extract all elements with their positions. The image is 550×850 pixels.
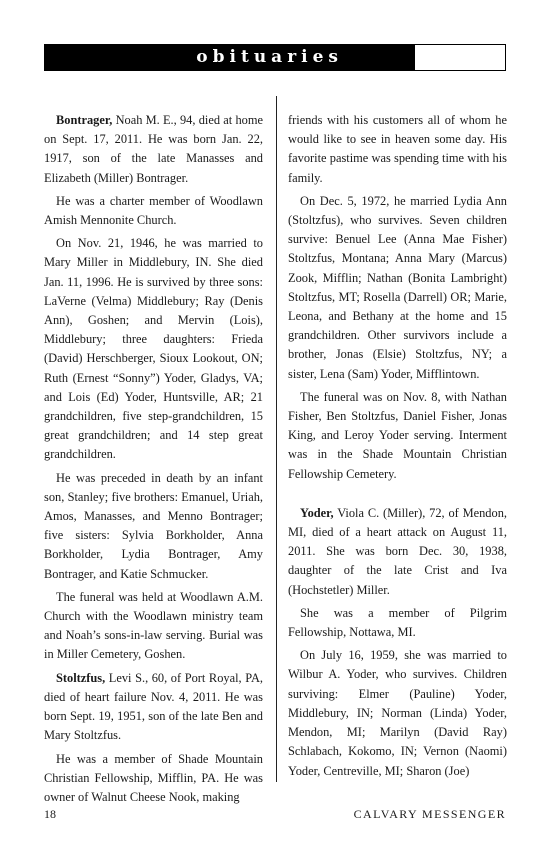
obituary-paragraph: The funeral was held at Woodlawn A.M. Church with the Woodlawn ministry team and Noah’s sons-in-law serving. Burial was in Miller Cemetery, Goshen. — [44, 589, 263, 662]
section-title: obituaries — [45, 45, 415, 70]
obituary-name: Yoder, — [300, 505, 334, 520]
obituary-stoltzfus-intro — [44, 669, 263, 746]
publication-name: CALVARY MESSENGER — [353, 807, 506, 821]
obituary-bontrager-intro — [44, 111, 263, 188]
obituary-text: Noah M. E., 94, died at home on Sept. 17, 2011. He was born Jan. 22, 1917, son of the late Manasses and Elizabeth (Miller) Bontrager. — [44, 113, 263, 185]
obituary-paragraph: On Nov. 21, 1946, he was married to Mary Miller in Middlebury, IN. She died Jan. 11, 1996. He is survived by three sons: LaVerne (Velma) Middlebury; Ray (Denis Ann), Goshen; and Mervin (Lois), Middlebury; three daughters: Frieda (David) Herschberger, Sioux Lookout, ON; Ruth (Ernest “Sonny”) Yoder, Gladys, VA; and Lois (Ed) Yoder, Huntsville, AR; 21 grandchildren, five step-grandchildren, 15 great grandchildren; and 14 step great grandchildren. — [44, 236, 263, 462]
obituary-yoder-intro — [288, 504, 507, 600]
column-divider — [276, 96, 277, 782]
obituary-paragraph: friends with his customers all of whom he would like to see in heaven some day. His favorite pastime was spending time with his family. — [288, 113, 507, 185]
obituary-paragraph: He was a charter member of Woodlawn Amish Mennonite Church. — [44, 193, 263, 228]
obituary-paragraph: The funeral was on Nov. 8, with Nathan Fisher, Ben Stoltzfus, Daniel Fisher, Jonas King, and Leroy Yoder serving. Interment was in the Shade Mountain Christian Fellowship Cemetery. — [288, 389, 507, 481]
obituary-paragraph: He was preceded in death by an infant son, Stanley; five brothers: Emanuel, Uriah, Amos, Manasses, and Menno Bontrager; five sisters: Sylvia Borkholder, Anna Borkholder, Lydia Bontrager, Amy Bontrager, and Katie Schmucker. — [44, 470, 263, 581]
right-column — [288, 111, 507, 785]
obituary-name: Stoltzfus, — [56, 670, 106, 685]
section-header-bar — [44, 44, 506, 71]
obituary-name: Bontrager, — [56, 113, 113, 127]
obituary-paragraph: On July 16, 1959, she was married to Wilbur A. Yoder, who survives. Children surviving: Elmer (Pauline) Yoder, Middlebury, IN; Norman (Linda) Yoder, Mendon, MI; Marilyn (David Ray) Schlabach, Kokomo, IN; Vernon (Naomi) Yoder, Centreville, MI; Sharon (Joe) — [288, 648, 507, 778]
obituary-paragraph: On Dec. 5, 1972, he married Lydia Ann (Stoltzfus), who survives. Seven children survive: Benuel Lee (Anna Mae Fisher) Stoltzfus, Montana; Anna Mary (Marcus) Zook, Mifflin; Nathan (Bonita Lambright) Stoltzfus, MT; Rosella (Darrell) OR; Marie, Leona, and Bethany at the home and 15 grandchildren. Other survivors include a brother, Jonas (Elsie) Stoltzfus, NY; a sister, Lena (Sam) Yoder, Mifflintown. — [288, 193, 507, 381]
obituary-paragraph: He was a member of Shade Mountain Christian Fellowship, Mifflin, PA. He was owner of Walnut Cheese Nook, making — [44, 751, 263, 804]
obituary-text: Levi S., 60, of Port Royal, PA, died of heart failure Nov. 4, 2011. He was born Sept. 19, 1951, son of the late Ben and Mary Stoltzfus. — [44, 670, 263, 743]
page-number: 18 — [44, 807, 56, 821]
left-column — [44, 111, 263, 811]
obituary-text: Viola C. (Miller), 72, of Mendon, MI, died of a heart attack on August 11, 2011. She was born Dec. 30, 1938, daughter of the late Crist and Iva (Hochstetler) Miller. — [288, 505, 507, 597]
obituary-paragraph: She was a member of Pilgrim Fellowship, Nottawa, MI. — [288, 605, 507, 640]
